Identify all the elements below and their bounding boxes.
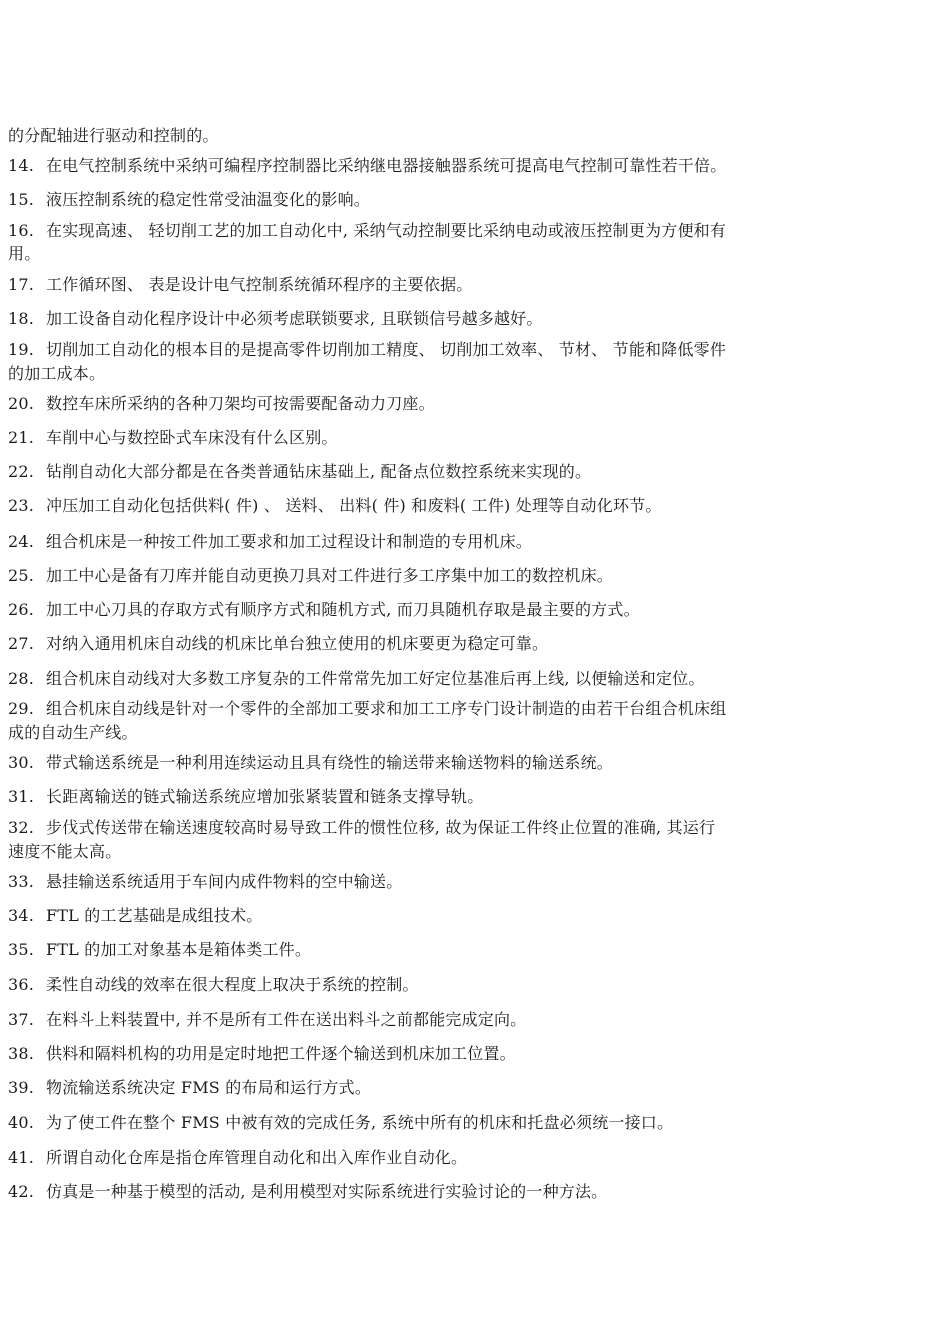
list-item <box>8 1078 868 1098</box>
item-number: 24. <box>8 532 35 551</box>
item-text: FTL 的加工对象基本是箱体类工件。 <box>46 940 312 959</box>
item-text: 加工中心刀具的存取方式有顺序方式和随机方式, 而刀具随机存取是最主要的方式。 <box>46 600 640 619</box>
item-text: 步伐式传送带在输送速度较高时易导致工件的惯性位移, 故为保证工件终止位置的准确, 其运行 <box>46 818 716 837</box>
list-item <box>8 566 868 586</box>
list-item <box>8 221 868 241</box>
list-item <box>8 753 868 773</box>
item-number: 19. <box>8 340 35 359</box>
list-item <box>8 340 868 360</box>
text-line <box>8 364 868 384</box>
item-number: 21. <box>8 428 35 447</box>
item-text: 组合机床是一种按工件加工要求和加工过程设计和制造的专用机床。 <box>46 532 533 551</box>
item-number: 17. <box>8 275 35 294</box>
text-line <box>8 842 868 862</box>
item-text: 长距离输送的链式输送系统应增加张紧装置和链条支撑导轨。 <box>46 787 484 806</box>
text-line <box>8 244 868 264</box>
item-number: 28. <box>8 669 35 688</box>
list-item <box>8 1113 868 1133</box>
item-text: FTL 的工艺基础是成组技术。 <box>46 906 263 925</box>
item-text: 在电气控制系统中采纳可编程序控制器比采纳继电器接触器系统可提高电气控制可靠性若干倍。 <box>46 156 727 175</box>
list-item <box>8 1044 868 1064</box>
item-text: 速度不能太高。 <box>8 842 122 861</box>
item-text: 在料斗上料装置中, 并不是所有工件在送出料斗之前都能完成定向。 <box>46 1010 527 1029</box>
item-number: 25. <box>8 566 35 585</box>
item-number: 39. <box>8 1078 35 1097</box>
item-text: 悬挂输送系统适用于车间内成件物料的空中输送。 <box>46 872 403 891</box>
item-text: 车削中心与数控卧式车床没有什么区别。 <box>46 428 338 447</box>
list-item <box>8 309 868 329</box>
item-number: 14. <box>8 156 35 175</box>
item-text: 物流输送系统决定 FMS 的布局和运行方式。 <box>46 1078 372 1097</box>
list-item <box>8 906 868 926</box>
item-text: 仿真是一种基于模型的活动, 是利用模型对实际系统进行实验讨论的一种方法。 <box>46 1182 608 1201</box>
item-number: 20. <box>8 394 35 413</box>
list-item <box>8 275 868 295</box>
list-item <box>8 940 868 960</box>
list-item <box>8 156 868 176</box>
list-item <box>8 1148 868 1168</box>
item-text: 柔性自动线的效率在很大程度上取决于系统的控制。 <box>46 975 419 994</box>
item-text: 带式输送系统是一种利用连续运动且具有绕性的输送带来输送物料的输送系统。 <box>46 753 614 772</box>
item-text: 加工设备自动化程序设计中必须考虑联锁要求, 且联锁信号越多越好。 <box>46 309 543 328</box>
item-number: 26. <box>8 600 35 619</box>
item-number: 30. <box>8 753 35 772</box>
item-number: 23. <box>8 496 35 515</box>
item-text: 的分配轴进行驱动和控制的。 <box>8 126 219 145</box>
item-number: 22. <box>8 462 35 481</box>
item-number: 27. <box>8 634 35 653</box>
item-text: 用。 <box>8 244 41 263</box>
list-item <box>8 669 868 689</box>
item-number: 42. <box>8 1182 35 1201</box>
list-item <box>8 428 868 448</box>
list-item <box>8 394 868 414</box>
list-item <box>8 699 868 719</box>
item-text: 的加工成本。 <box>8 364 106 383</box>
item-text: 为了使工件在整个 FMS 中被有效的完成任务, 系统中所有的机床和托盘必须统一接口。 <box>46 1113 674 1132</box>
list-item <box>8 975 868 995</box>
item-text: 成的自动生产线。 <box>8 723 138 742</box>
list-item <box>8 190 868 210</box>
item-number: 34. <box>8 906 35 925</box>
item-number: 32. <box>8 818 35 837</box>
item-text: 在实现高速、 轻切削工艺的加工自动化中, 采纳气动控制要比采纳电动或液压控制更为方便和有 <box>46 221 727 240</box>
text-line <box>8 126 868 146</box>
item-number: 37. <box>8 1010 35 1029</box>
list-item <box>8 532 868 552</box>
item-text: 对纳入通用机床自动线的机床比单台独立使用的机床要更为稳定可靠。 <box>46 634 549 653</box>
list-item <box>8 462 868 482</box>
item-number: 16. <box>8 221 35 240</box>
list-item <box>8 787 868 807</box>
item-text: 钻削自动化大部分都是在各类普通钻床基础上, 配备点位数控系统来实现的。 <box>46 462 592 481</box>
item-number: 36. <box>8 975 35 994</box>
list-item <box>8 872 868 892</box>
item-number: 35. <box>8 940 35 959</box>
item-number: 31. <box>8 787 35 806</box>
list-item <box>8 496 868 516</box>
list-item <box>8 634 868 654</box>
text-line <box>8 723 868 743</box>
item-number: 29. <box>8 699 35 718</box>
item-text: 所谓自动化仓库是指仓库管理自动化和出入库作业自动化。 <box>46 1148 468 1167</box>
item-text: 供料和隔料机构的功用是定时地把工件逐个输送到机床加工位置。 <box>46 1044 516 1063</box>
item-text: 加工中心是备有刀库并能自动更换刀具对工件进行多工序集中加工的数控机床。 <box>46 566 614 585</box>
item-number: 18. <box>8 309 35 328</box>
item-text: 组合机床自动线是针对一个零件的全部加工要求和加工工序专门设计制造的由若干台组合机床组 <box>46 699 727 718</box>
item-text: 冲压加工自动化包括供料( 件) 、 送料、 出料( 件) 和废料( 工件) 处理等自动化环节。 <box>46 496 662 515</box>
list-item <box>8 1182 868 1202</box>
item-number: 38. <box>8 1044 35 1063</box>
item-number: 15. <box>8 190 35 209</box>
item-text: 液压控制系统的稳定性常受油温变化的影响。 <box>46 190 371 209</box>
item-text: 切削加工自动化的根本目的是提高零件切削加工精度、 切削加工效率、 节材、 节能和降低零件 <box>46 340 727 359</box>
list-item <box>8 818 868 838</box>
item-text: 组合机床自动线对大多数工序复杂的工件常常先加工好定位基准后再上线, 以便输送和定位。 <box>46 669 705 688</box>
item-text: 数控车床所采纳的各种刀架均可按需要配备动力刀座。 <box>46 394 435 413</box>
item-number: 40. <box>8 1113 35 1132</box>
item-number: 33. <box>8 872 35 891</box>
item-number: 41. <box>8 1148 35 1167</box>
list-item <box>8 600 868 620</box>
item-text: 工作循环图、 表是设计电气控制系统循环程序的主要依据。 <box>46 275 473 294</box>
list-item <box>8 1010 868 1030</box>
